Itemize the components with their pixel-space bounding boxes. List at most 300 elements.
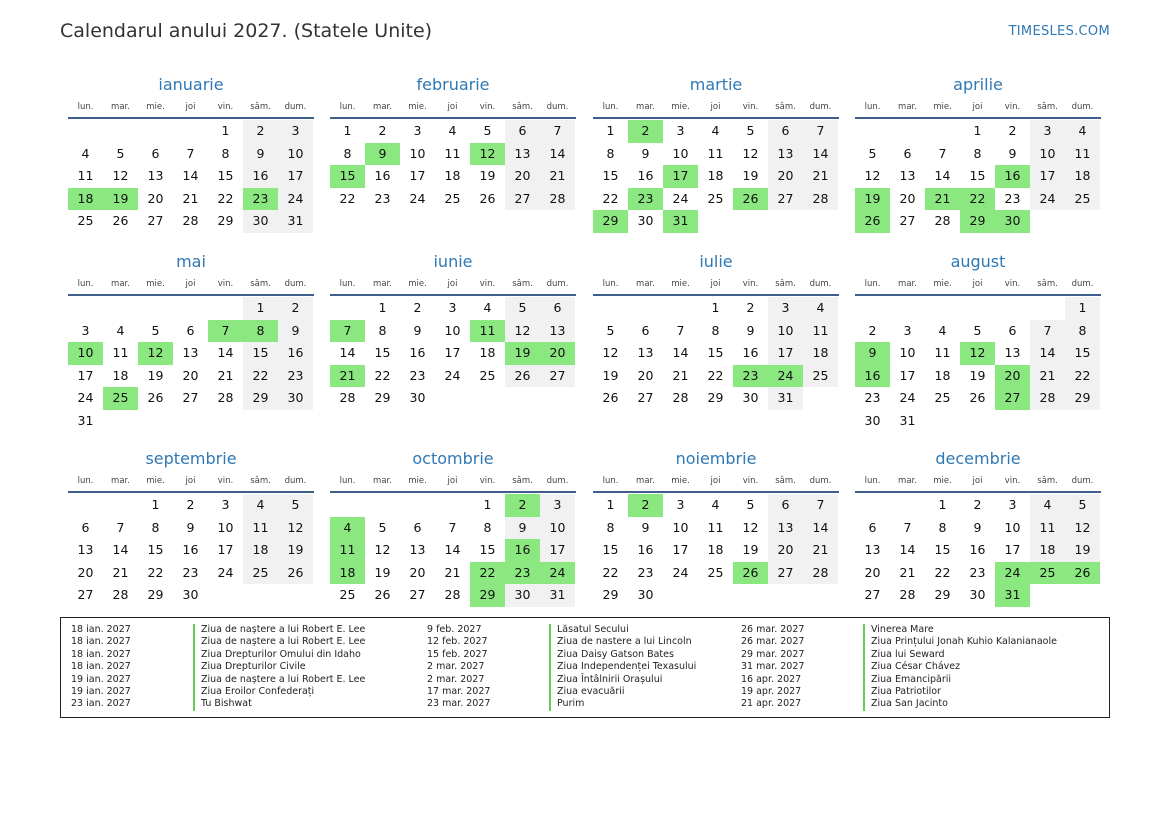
weekday-label: mar. bbox=[636, 279, 655, 289]
weekday-header bbox=[68, 472, 314, 493]
day-cell: 8 bbox=[151, 519, 160, 535]
day-cell: 26 bbox=[733, 562, 768, 585]
day-cell: 16 bbox=[995, 165, 1030, 188]
day-cell: 8 bbox=[243, 320, 278, 343]
day-cell: 29 bbox=[707, 390, 724, 405]
month-name: august bbox=[950, 252, 1006, 271]
day-cell: 13 bbox=[409, 542, 426, 557]
day-cell: 23 bbox=[1004, 190, 1021, 206]
empty-cell bbox=[435, 494, 470, 517]
empty-cell bbox=[995, 297, 1030, 320]
day-cell: 22 bbox=[470, 562, 505, 585]
month-septembrie bbox=[68, 448, 314, 607]
day-cell: 10 bbox=[444, 322, 461, 338]
day-cell: 10 bbox=[1004, 519, 1021, 535]
holiday-date: 17 mar. 2027 bbox=[427, 685, 491, 697]
day-cell: 11 bbox=[1065, 143, 1100, 166]
day-cell: 31 bbox=[899, 412, 916, 428]
holiday-name: Ziua de naștere a lui Robert E. Lee bbox=[193, 674, 365, 686]
weekday-label: vin. bbox=[1004, 476, 1021, 486]
day-cell: 16 bbox=[278, 342, 313, 365]
day-cell: 29 bbox=[960, 210, 995, 233]
empty-cell bbox=[330, 297, 365, 320]
holiday-name: Lăsatul Secului bbox=[549, 624, 629, 636]
holiday-row bbox=[427, 636, 696, 648]
weekday-label: vin. bbox=[1004, 102, 1021, 112]
day-cell: 16 bbox=[637, 168, 654, 183]
empty-cell bbox=[1030, 297, 1065, 320]
month-mai bbox=[68, 251, 314, 432]
day-cell: 24 bbox=[409, 190, 426, 206]
holiday-row bbox=[71, 698, 365, 710]
day-cell: 21 bbox=[330, 365, 365, 388]
day-cell: 6 bbox=[768, 120, 803, 143]
day-cell: 7 bbox=[186, 145, 195, 161]
day-cell: 25 bbox=[479, 367, 496, 383]
day-cell: 1 bbox=[973, 123, 982, 138]
day-cell: 15 bbox=[479, 542, 496, 557]
day-cell: 19 bbox=[103, 188, 138, 211]
day-grid bbox=[68, 297, 313, 432]
day-cell: 1 bbox=[711, 300, 720, 315]
day-cell: 30 bbox=[969, 587, 986, 602]
day-cell: 20 bbox=[899, 190, 916, 206]
day-cell: 2 bbox=[243, 120, 278, 143]
weekday-label: vin. bbox=[742, 279, 759, 289]
day-cell: 24 bbox=[217, 564, 234, 580]
day-cell: 12 bbox=[742, 145, 759, 161]
day-cell: 2 bbox=[186, 497, 195, 512]
weekday-label: dum. bbox=[546, 279, 569, 289]
day-cell: 13 bbox=[182, 345, 199, 360]
empty-cell bbox=[593, 297, 628, 320]
holiday-name: Ziua César Chávez bbox=[863, 661, 960, 673]
weekday-label: lun. bbox=[77, 102, 94, 112]
holiday-row bbox=[71, 661, 365, 673]
day-cell: 8 bbox=[711, 322, 720, 338]
day-cell: 15 bbox=[217, 168, 234, 183]
day-cell: 7 bbox=[676, 322, 685, 338]
holiday-date: 19 apr. 2027 bbox=[741, 685, 802, 697]
day-cell: 7 bbox=[803, 120, 838, 143]
weekday-label: dum. bbox=[809, 476, 832, 486]
weekday-label: dum. bbox=[1071, 279, 1094, 289]
empty-cell bbox=[103, 120, 138, 143]
weekday-label: mar. bbox=[373, 279, 392, 289]
day-cell: 5 bbox=[278, 494, 313, 517]
day-cell: 26 bbox=[505, 365, 540, 388]
day-cell: 2 bbox=[973, 497, 982, 512]
weekday-label: mar. bbox=[898, 102, 917, 112]
day-cell: 15 bbox=[330, 165, 365, 188]
weekday-label: sâm. bbox=[1037, 102, 1058, 112]
weekday-label: lun. bbox=[339, 102, 356, 112]
day-cell: 17 bbox=[663, 165, 698, 188]
day-cell: 7 bbox=[1030, 320, 1065, 343]
weekday-label: dum. bbox=[1071, 476, 1094, 486]
weekday-label: sâm. bbox=[1037, 476, 1058, 486]
empty-cell bbox=[173, 120, 208, 143]
day-cell: 8 bbox=[221, 145, 230, 161]
day-cell: 17 bbox=[768, 342, 803, 365]
day-cell: 26 bbox=[1065, 562, 1100, 585]
day-cell: 5 bbox=[483, 123, 492, 138]
month-name: martie bbox=[689, 75, 743, 94]
day-cell: 26 bbox=[969, 390, 986, 405]
day-cell: 4 bbox=[1065, 120, 1100, 143]
day-cell: 18 bbox=[1065, 165, 1100, 188]
day-cell: 9 bbox=[413, 322, 422, 338]
day-cell: 7 bbox=[803, 494, 838, 517]
day-cell: 30 bbox=[995, 210, 1030, 233]
holiday-date: 18 ian. 2027 bbox=[71, 661, 131, 673]
empty-cell bbox=[138, 120, 173, 143]
holiday-date: 18 ian. 2027 bbox=[71, 636, 131, 648]
day-cell: 2 bbox=[505, 494, 540, 517]
day-cell: 12 bbox=[960, 342, 995, 365]
day-cell: 1 bbox=[151, 497, 160, 512]
day-cell: 13 bbox=[864, 542, 881, 557]
day-cell: 27 bbox=[637, 390, 654, 405]
weekday-header bbox=[593, 472, 839, 493]
day-cell: 21 bbox=[803, 165, 838, 188]
day-cell: 22 bbox=[960, 188, 995, 211]
day-cell: 8 bbox=[606, 145, 615, 161]
day-cell: 14 bbox=[934, 168, 951, 183]
day-cell: 30 bbox=[637, 587, 654, 602]
weekday-label: vin. bbox=[217, 476, 234, 486]
day-cell: 3 bbox=[448, 300, 457, 315]
day-cell: 24 bbox=[672, 564, 689, 580]
day-cell: 3 bbox=[413, 123, 422, 138]
day-cell: 18 bbox=[444, 168, 461, 183]
day-cell: 18 bbox=[1030, 539, 1065, 562]
empty-cell bbox=[925, 297, 960, 320]
weekday-label: vin. bbox=[742, 476, 759, 486]
day-cell: 19 bbox=[1065, 539, 1100, 562]
day-cell: 16 bbox=[855, 365, 890, 388]
weekday-label: mar. bbox=[111, 102, 130, 112]
day-cell: 6 bbox=[540, 297, 575, 320]
holiday-row bbox=[427, 649, 696, 661]
weekday-label: mar. bbox=[636, 476, 655, 486]
weekday-header bbox=[855, 275, 1101, 296]
month-name: iulie bbox=[699, 252, 733, 271]
month-octombrie bbox=[330, 448, 576, 607]
empty-cell bbox=[663, 297, 698, 320]
day-cell: 19 bbox=[479, 168, 496, 183]
day-cell: 27 bbox=[995, 387, 1030, 410]
day-cell: 29 bbox=[374, 390, 391, 405]
day-cell: 22 bbox=[374, 367, 391, 383]
weekday-label: sâm. bbox=[250, 279, 271, 289]
weekday-header bbox=[68, 275, 314, 296]
day-cell: 6 bbox=[413, 519, 422, 535]
day-cell: 22 bbox=[602, 190, 619, 206]
weekday-label: vin. bbox=[742, 102, 759, 112]
day-cell: 21 bbox=[540, 165, 575, 188]
day-cell: 11 bbox=[707, 145, 724, 161]
day-cell: 27 bbox=[768, 562, 803, 585]
month-name: octombrie bbox=[412, 449, 494, 468]
weekday-header bbox=[855, 472, 1101, 493]
weekday-label: lun. bbox=[864, 476, 881, 486]
day-cell: 3 bbox=[676, 123, 685, 138]
day-cell: 12 bbox=[470, 143, 505, 166]
day-cell: 18 bbox=[707, 542, 724, 557]
weekday-label: sâm. bbox=[250, 476, 271, 486]
day-cell: 23 bbox=[374, 190, 391, 206]
weekday-label: dum. bbox=[809, 279, 832, 289]
holiday-date: 16 apr. 2027 bbox=[741, 673, 802, 685]
day-cell: 26 bbox=[112, 213, 129, 228]
month-februarie bbox=[330, 74, 576, 210]
day-grid bbox=[330, 494, 575, 607]
weekday-header bbox=[330, 275, 576, 296]
day-cell: 5 bbox=[746, 497, 755, 512]
holiday-column bbox=[71, 624, 365, 711]
day-cell: 25 bbox=[1065, 188, 1100, 211]
empty-cell bbox=[855, 297, 890, 320]
weekday-label: lun. bbox=[339, 279, 356, 289]
weekday-label: mie. bbox=[408, 476, 427, 486]
day-cell: 27 bbox=[505, 188, 540, 211]
day-cell: 13 bbox=[637, 345, 654, 360]
day-cell: 11 bbox=[243, 517, 278, 540]
empty-cell bbox=[890, 120, 925, 143]
month-iulie bbox=[593, 251, 839, 410]
holiday-date: 2 mar. 2027 bbox=[427, 661, 485, 673]
weekday-header bbox=[855, 98, 1101, 119]
day-cell: 24 bbox=[672, 190, 689, 206]
weekday-label: sâm. bbox=[775, 102, 796, 112]
day-cell: 6 bbox=[505, 120, 540, 143]
weekday-label: dum. bbox=[546, 476, 569, 486]
day-cell: 21 bbox=[672, 367, 689, 383]
day-cell: 1 bbox=[483, 497, 492, 512]
day-cell: 13 bbox=[540, 320, 575, 343]
day-cell: 28 bbox=[1030, 387, 1065, 410]
day-cell: 15 bbox=[374, 345, 391, 360]
empty-cell bbox=[208, 297, 243, 320]
month-ianuarie bbox=[68, 74, 314, 233]
day-cell: 26 bbox=[278, 562, 313, 585]
holiday-column bbox=[427, 624, 696, 711]
day-cell: 4 bbox=[483, 300, 492, 315]
site-link[interactable]: TIMESLES.COM bbox=[1008, 24, 1110, 39]
day-cell: 16 bbox=[969, 542, 986, 557]
day-cell: 4 bbox=[711, 497, 720, 512]
holiday-row bbox=[427, 698, 696, 710]
holiday-row bbox=[427, 674, 696, 686]
day-cell: 31 bbox=[77, 412, 94, 428]
day-cell: 28 bbox=[803, 562, 838, 585]
day-cell: 9 bbox=[1008, 145, 1017, 161]
month-name: iunie bbox=[433, 252, 473, 271]
day-cell: 24 bbox=[444, 367, 461, 383]
empty-cell bbox=[925, 120, 960, 143]
day-cell: 5 bbox=[1065, 494, 1100, 517]
holiday-date: 18 ian. 2027 bbox=[71, 648, 131, 660]
holiday-date: 19 ian. 2027 bbox=[71, 685, 131, 697]
day-cell: 12 bbox=[112, 168, 129, 183]
day-cell: 10 bbox=[278, 143, 313, 166]
day-cell: 28 bbox=[112, 587, 129, 602]
day-cell: 11 bbox=[470, 320, 505, 343]
day-cell: 8 bbox=[378, 322, 387, 338]
day-cell: 12 bbox=[602, 345, 619, 360]
day-cell: 26 bbox=[479, 190, 496, 206]
day-cell: 24 bbox=[899, 390, 916, 405]
day-grid bbox=[593, 494, 838, 607]
day-cell: 3 bbox=[221, 497, 230, 512]
day-cell: 10 bbox=[768, 320, 803, 343]
day-cell: 3 bbox=[81, 322, 90, 338]
day-cell: 27 bbox=[77, 587, 94, 602]
day-cell: 22 bbox=[339, 190, 356, 206]
holiday-name: Ziua Emancipării bbox=[863, 674, 951, 686]
day-cell: 2 bbox=[1008, 123, 1017, 138]
day-cell: 16 bbox=[409, 345, 426, 360]
holiday-row bbox=[741, 674, 1057, 686]
month-decembrie bbox=[855, 448, 1101, 607]
holiday-column bbox=[741, 624, 1057, 711]
day-cell: 14 bbox=[899, 542, 916, 557]
day-cell: 17 bbox=[899, 367, 916, 383]
weekday-label: joi bbox=[185, 476, 196, 486]
day-cell: 25 bbox=[1030, 562, 1065, 585]
day-cell: 13 bbox=[505, 143, 540, 166]
month-name: aprilie bbox=[953, 75, 1003, 94]
holiday-date: 18 ian. 2027 bbox=[71, 624, 131, 635]
day-cell: 23 bbox=[505, 562, 540, 585]
day-cell: 22 bbox=[934, 564, 951, 580]
weekday-label: mar. bbox=[111, 476, 130, 486]
holiday-name: Ziua evacuării bbox=[549, 686, 625, 698]
weekday-header bbox=[68, 98, 314, 119]
day-cell: 31 bbox=[278, 210, 313, 233]
day-cell: 19 bbox=[742, 542, 759, 557]
day-cell: 3 bbox=[903, 322, 912, 338]
weekday-label: dum. bbox=[284, 102, 307, 112]
day-cell: 17 bbox=[409, 168, 426, 183]
day-cell: 4 bbox=[938, 322, 947, 338]
day-cell: 5 bbox=[116, 145, 125, 161]
day-cell: 4 bbox=[803, 297, 838, 320]
holiday-date: 29 mar. 2027 bbox=[741, 648, 805, 660]
holiday-name: Ziua lui Seward bbox=[863, 649, 945, 661]
empty-cell bbox=[68, 297, 103, 320]
month-noiembrie bbox=[593, 448, 839, 607]
day-cell: 5 bbox=[973, 322, 982, 338]
day-cell: 9 bbox=[186, 519, 195, 535]
holiday-row bbox=[71, 674, 365, 686]
day-cell: 1 bbox=[606, 123, 615, 138]
weekday-label: dum. bbox=[284, 279, 307, 289]
month-name: septembrie bbox=[145, 449, 237, 468]
day-cell: 19 bbox=[505, 342, 540, 365]
day-cell: 8 bbox=[483, 519, 492, 535]
day-cell: 18 bbox=[707, 168, 724, 183]
day-cell: 31 bbox=[995, 584, 1030, 607]
day-cell: 4 bbox=[448, 123, 457, 138]
day-cell: 13 bbox=[768, 143, 803, 166]
day-grid bbox=[593, 297, 838, 410]
holiday-date: 26 mar. 2027 bbox=[741, 636, 805, 648]
empty-cell bbox=[103, 297, 138, 320]
weekday-label: sâm. bbox=[775, 279, 796, 289]
day-cell: 22 bbox=[243, 365, 278, 388]
day-cell: 6 bbox=[1008, 322, 1017, 338]
day-cell: 24 bbox=[540, 562, 575, 585]
month-name: februarie bbox=[416, 75, 490, 94]
day-cell: 5 bbox=[606, 322, 615, 338]
day-cell: 27 bbox=[182, 390, 199, 405]
day-cell: 28 bbox=[540, 188, 575, 211]
holiday-row bbox=[71, 686, 365, 698]
day-cell: 15 bbox=[707, 345, 724, 360]
day-cell: 17 bbox=[1030, 165, 1065, 188]
day-cell: 11 bbox=[934, 345, 951, 360]
day-cell: 14 bbox=[112, 542, 129, 557]
day-cell: 17 bbox=[1004, 542, 1021, 557]
weekday-label: mie. bbox=[146, 279, 165, 289]
day-cell: 8 bbox=[1065, 320, 1100, 343]
day-cell: 21 bbox=[1030, 365, 1065, 388]
day-cell: 10 bbox=[1030, 143, 1065, 166]
day-cell: 29 bbox=[1065, 387, 1100, 410]
day-cell: 20 bbox=[995, 365, 1030, 388]
holiday-row bbox=[741, 686, 1057, 698]
day-cell: 6 bbox=[768, 494, 803, 517]
day-cell: 4 bbox=[1030, 494, 1065, 517]
day-cell: 9 bbox=[505, 517, 540, 540]
day-cell: 11 bbox=[707, 519, 724, 535]
day-cell: 20 bbox=[768, 539, 803, 562]
day-cell: 19 bbox=[742, 168, 759, 183]
weekday-label: mie. bbox=[408, 279, 427, 289]
weekday-label: mie. bbox=[408, 102, 427, 112]
day-cell: 23 bbox=[243, 188, 278, 211]
weekday-label: mar. bbox=[373, 476, 392, 486]
day-cell: 18 bbox=[68, 188, 103, 211]
day-cell: 15 bbox=[1065, 342, 1100, 365]
holiday-date: 21 apr. 2027 bbox=[741, 698, 802, 710]
weekday-label: joi bbox=[972, 279, 983, 289]
day-cell: 11 bbox=[803, 320, 838, 343]
day-grid bbox=[330, 120, 575, 210]
day-cell: 24 bbox=[1030, 188, 1065, 211]
holiday-name: Ziua San Jacinto bbox=[863, 698, 948, 710]
day-cell: 22 bbox=[602, 564, 619, 580]
day-cell: 31 bbox=[768, 387, 803, 410]
holiday-name: Ziua Prințului Jonah Kuhio Kalanianaole bbox=[863, 636, 1057, 648]
day-cell: 29 bbox=[217, 213, 234, 228]
day-grid bbox=[68, 120, 313, 233]
day-cell: 26 bbox=[374, 587, 391, 602]
holiday-list bbox=[60, 617, 1110, 718]
day-grid bbox=[855, 494, 1100, 607]
day-cell: 13 bbox=[147, 168, 164, 183]
day-cell: 8 bbox=[973, 145, 982, 161]
day-cell: 17 bbox=[77, 367, 94, 383]
holiday-row bbox=[741, 698, 1057, 710]
day-cell: 7 bbox=[540, 120, 575, 143]
day-cell: 28 bbox=[803, 188, 838, 211]
day-cell: 17 bbox=[217, 542, 234, 557]
day-cell: 20 bbox=[505, 165, 540, 188]
day-cell: 20 bbox=[768, 165, 803, 188]
